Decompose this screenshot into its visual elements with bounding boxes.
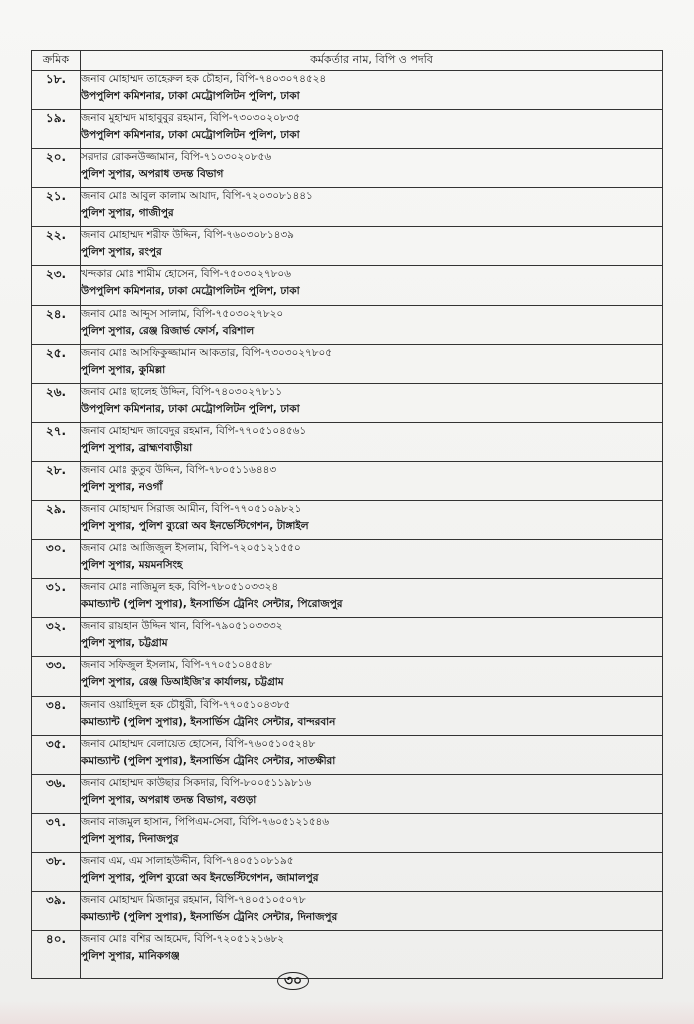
officer-details <box>81 383 663 422</box>
table-row <box>32 931 663 979</box>
serial-number: ৩৩. <box>32 657 81 696</box>
officer-designation: কমান্ড্যান্ট (পুলিশ সুপার), ইনসার্ভিস ট্রেনিং সেন্টার, পিরোজপুর <box>81 598 343 611</box>
serial-number: ৩৮. <box>32 852 81 891</box>
officer-details <box>81 227 663 266</box>
table-row <box>32 696 663 735</box>
page-number <box>263 972 323 990</box>
officer-designation: পুলিশ সুপার, পুলিশ ব্যুরো অব ইনভেস্টিগেশন, টাঙ্গাইল <box>81 520 309 533</box>
officer-designation: উপপুলিশ কমিশনার, ঢাকা মেট্রোপলিটন পুলিশ, ঢাকা <box>81 129 300 142</box>
officer-details <box>81 579 663 618</box>
officer-name-bp: জনাব মোঃ ছালেহ উদ্দিন, বিপি-৭৪০৩০২৭৮১১ <box>81 385 283 398</box>
serial-number: ৩৬. <box>32 774 81 813</box>
table-row <box>32 579 663 618</box>
officer-details <box>81 461 663 500</box>
serial-number: ২৮. <box>32 461 81 500</box>
serial-number: ২৬. <box>32 383 81 422</box>
officer-designation: উপপুলিশ কমিশনার, ঢাকা মেট্রোপলিটন পুলিশ, ঢাকা <box>81 90 300 102</box>
officer-name-bp: জনাব মোঃ নাজিমুল হক, বিপি-৭৮০৫১০৩৩২৪ <box>81 581 279 594</box>
officer-name-bp: খন্দকার মোঃ শামীম হোসেন, বিপি-৭৫০৩০২৭৮০৬ <box>81 268 291 281</box>
officer-details <box>81 774 663 813</box>
officer-details <box>81 540 663 579</box>
serial-number: ৩০. <box>32 540 81 579</box>
serial-number: ৩৯. <box>32 891 81 930</box>
officer-name-bp: জনাব মোঃ আসফিকুজ্জামান আকতার, বিপি-৭৩০৩০২৭৮০৫ <box>81 346 333 359</box>
officer-designation: পুলিশ সুপার, চট্টগ্রাম <box>81 637 168 650</box>
officer-details <box>81 71 663 110</box>
page-number-text: ৩০ <box>277 972 309 990</box>
officer-name-bp: জনাব রায়হান উদ্দিন খান, বিপি-৭৯০৫১০৩৩৩২ <box>81 620 283 633</box>
details-column-header: কর্মকর্তার নাম, বিপি ও পদবি <box>81 51 663 71</box>
officer-designation: পুলিশ সুপার, অপরাধ তদন্ত বিভাগ <box>81 168 224 181</box>
officer-designation: পুলিশ সুপার, নওগাঁ <box>81 480 163 493</box>
table-row <box>32 71 663 110</box>
table-row <box>32 891 663 930</box>
officer-designation: কমান্ড্যান্ট (পুলিশ সুপার), ইনসার্ভিস ট্রেনিং সেন্টার, বান্দরবান <box>81 715 336 728</box>
serial-number: ৩২. <box>32 618 81 657</box>
serial-number: ২০. <box>32 149 81 188</box>
officer-name-bp: জনাব মোঃ আজিজুল ইসলাম, বিপি-৭২০৫১২১৫৫০ <box>81 542 301 555</box>
serial-number: ৩৪. <box>32 696 81 735</box>
table-header-row <box>32 51 663 71</box>
officer-details <box>81 501 663 540</box>
officer-designation: কমান্ড্যান্ট (পুলিশ সুপার), ইনসার্ভিস ট্রেনিং সেন্টার, দিনাজপুর <box>81 910 338 923</box>
serial-number: ১৮. <box>32 71 81 110</box>
serial-number: ৩৫. <box>32 735 81 774</box>
officer-details <box>81 422 663 461</box>
table-row <box>32 852 663 891</box>
table-row <box>32 305 663 344</box>
serial-column-header: ক্রমিক <box>32 51 81 71</box>
officer-details <box>81 657 663 696</box>
table-row <box>32 344 663 383</box>
officer-designation: উপপুলিশ কমিশনার, ঢাকা মেট্রোপলিটন পুলিশ, ঢাকা <box>81 402 300 415</box>
table-row <box>32 735 663 774</box>
officer-designation: পুলিশ সুপার, মানিকগঞ্জ <box>81 950 180 963</box>
officer-details <box>81 266 663 305</box>
serial-number: ২৭. <box>32 422 81 461</box>
officer-details <box>81 852 663 891</box>
officer-details <box>81 618 663 657</box>
table-row <box>32 461 663 500</box>
officer-name-bp: জনাব মোঃ কুতুব উদ্দিন, বিপি-৭৮০৫১১৬৪৪৩ <box>81 463 277 476</box>
officer-designation: পুলিশ সুপার, গাজীপুর <box>81 207 174 220</box>
officer-name-bp: জনাব মুহাম্মদ মাহাবুবুর রহমান, বিপি-৭৩০৩০২০৮৩৫ <box>81 112 300 125</box>
table-row <box>32 501 663 540</box>
serial-number: ৩৭. <box>32 813 81 852</box>
officer-designation: কমান্ড্যান্ট (পুলিশ সুপার), ইনসার্ভিস ট্রেনিং সেন্টার, সাতক্ষীরা <box>81 754 336 767</box>
serial-number: ২৯. <box>32 501 81 540</box>
officer-details <box>81 931 663 979</box>
officer-name-bp: জনাব মোহাম্মদ বেলায়েত হোসেন, বিপি-৭৬০৫১০৫২৪৮ <box>81 737 316 750</box>
officer-designation: পুলিশ সুপার, ময়মনসিংহ <box>81 559 183 572</box>
officer-details <box>81 891 663 930</box>
table-row <box>32 266 663 305</box>
serial-number: ২৫. <box>32 344 81 383</box>
officer-details <box>81 149 663 188</box>
serial-number: ২৩. <box>32 266 81 305</box>
officer-details <box>81 344 663 383</box>
serial-number: ২১. <box>32 188 81 227</box>
table-row <box>32 774 663 813</box>
officer-details <box>81 696 663 735</box>
officer-designation: পুলিশ সুপার, দিনাজপুর <box>81 832 179 845</box>
table-row <box>32 618 663 657</box>
serial-number: ২৪. <box>32 305 81 344</box>
table-row <box>32 383 663 422</box>
officer-designation: পুলিশ সুপার, পুলিশ ব্যুরো অব ইনভেস্টিগেশন, জামালপুর <box>81 871 319 884</box>
officer-designation: পুলিশ সুপার, রংপুর <box>81 246 162 259</box>
page-edge-shade <box>0 1000 694 1024</box>
table-row <box>32 813 663 852</box>
officer-name-bp: সরদার রোকনউজ্জামান, বিপি-৭১০৩০২০৮৫৬ <box>81 151 272 164</box>
officer-details <box>81 813 663 852</box>
officer-name-bp: জনাব মোহাম্মদ জাবেদুর রহমান, বিপি-৭৭০৫১০৪৫৬১ <box>81 424 307 437</box>
table-row <box>32 657 663 696</box>
officer-name-bp: জনাব এম, এম সালাহউদ্দীন, বিপি-৭৪০৫১০৮১৯৫ <box>81 854 294 867</box>
officer-details <box>81 110 663 149</box>
officer-name-bp: জনাব মোঃ আব্দুস সালাম, বিপি-৭৫০৩০২৭৮২০ <box>81 307 284 320</box>
officer-details <box>81 188 663 227</box>
officer-designation: পুলিশ সুপার, ব্রাহ্মণবাড়ীয়া <box>81 441 193 454</box>
officer-name-bp: জনাব মোহাম্মদ মিজানুর রহমান, বিপি-৭৪০৫১০৫০৭৮ <box>81 893 306 906</box>
officer-designation: উপপুলিশ কমিশনার, ঢাকা মেট্রোপলিটন পুলিশ, ঢাকা <box>81 285 300 298</box>
officer-list-table <box>31 50 663 979</box>
serial-number: ৩১. <box>32 579 81 618</box>
officer-designation: পুলিশ সুপার, অপরাধ তদন্ত বিভাগ, বগুড়া <box>81 793 257 806</box>
officer-name-bp: জনাব মোহাম্মদ কাউছার সিকদার, বিপি-৮০০৫১১৯৮১৬ <box>81 776 312 789</box>
table-row <box>32 110 663 149</box>
officer-name-bp: জনাব মোহাম্মদ শরীফ উদ্দিন, বিপি-৭৬০৩০৮১৪৩৯ <box>81 229 294 242</box>
officer-name-bp: জনাব মোহাম্মদ সিরাজ আমীন, বিপি-৭৭০৫১০৯৮২১ <box>81 503 302 516</box>
officer-designation: পুলিশ সুপার, রেঞ্জ ডিআইজি'র কার্যালয়, চট্টগ্রাম <box>81 676 284 689</box>
table-row <box>32 188 663 227</box>
serial-number: ১৯. <box>32 110 81 149</box>
officer-name-bp: জনাব নাজমুল হাসান, পিপিএম-সেবা, বিপি-৭৬০৫১২১৫৪৬ <box>81 815 330 828</box>
serial-number: ২২. <box>32 227 81 266</box>
table-row <box>32 540 663 579</box>
officer-rows <box>32 71 663 979</box>
table-row <box>32 149 663 188</box>
officer-details <box>81 735 663 774</box>
officer-designation: পুলিশ সুপার, রেঞ্জ রিজার্ভ ফোর্স, বরিশাল <box>81 324 255 337</box>
table-row <box>32 227 663 266</box>
officer-name-bp: জনাব মোহাম্মদ তাহেরুল হক চৌহান, বিপি-৭৪০৩০৭৪৫২৪ <box>81 73 327 85</box>
officer-name-bp: জনাব মোঃ বশির আহমেদ, বিপি-৭২০৫১২১৬৮২ <box>81 933 284 946</box>
officer-name-bp: জনাব মোঃ আবুল কালাম আযাদ, বিপি-৭২০৩০৮১৪৪১ <box>81 190 313 203</box>
officer-details <box>81 305 663 344</box>
table-row <box>32 422 663 461</box>
officer-designation: পুলিশ সুপার, কুমিল্লা <box>81 363 166 376</box>
officer-name-bp: জনাব সফিজুল ইসলাম, বিপি-৭৭০৫১০৪৫৪৮ <box>81 659 272 672</box>
officer-name-bp: জনাব ওয়াহিদুল হক চৌধুরী, বিপি-৭৭০৫১০৪৩৮৫ <box>81 698 291 711</box>
serial-number: ৪০. <box>32 931 81 979</box>
